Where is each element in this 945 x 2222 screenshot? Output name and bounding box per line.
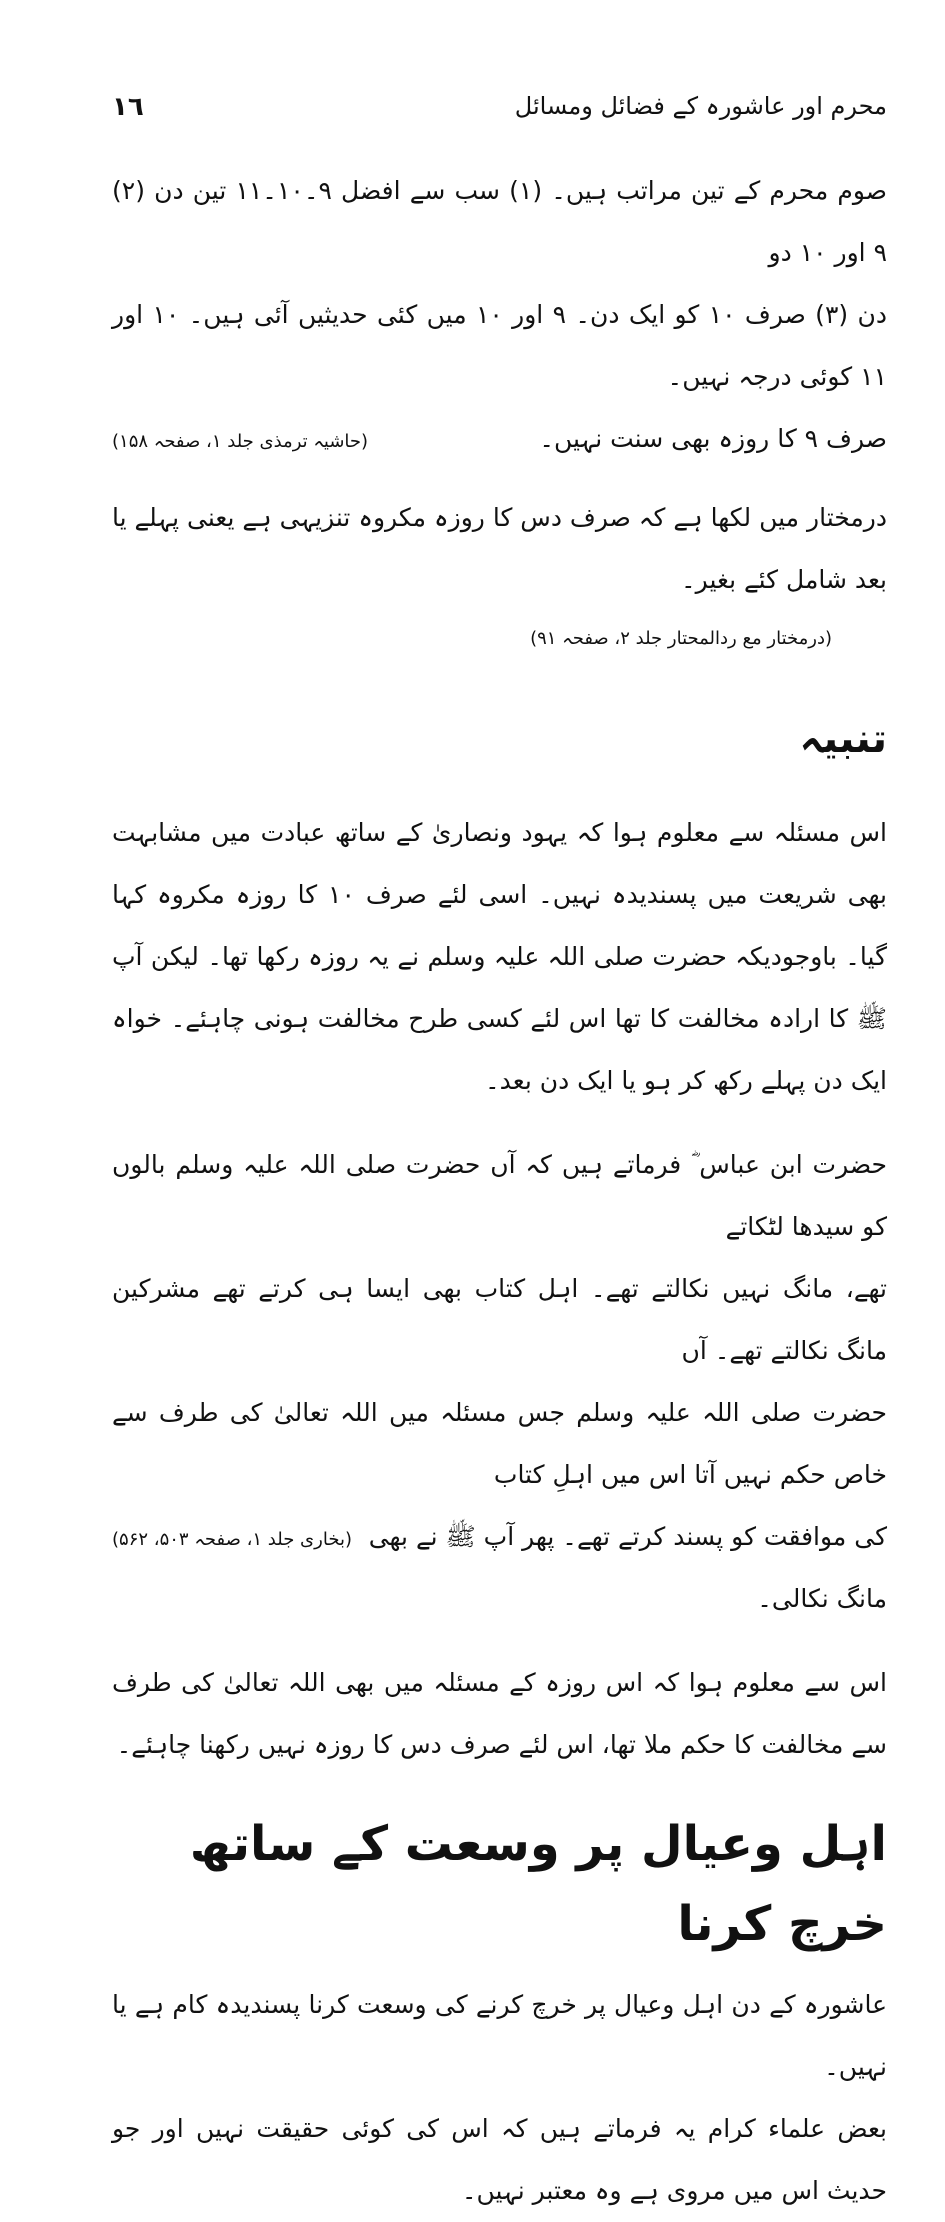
paragraph-fasting-ranks-line-1: صوم محرم کے تین مراتب ہیں۔ (۱) سب سے افضل ۹۔۱۰۔۱۱ تین دن (۲) ۹ اور ۱۰ دو <box>112 176 887 267</box>
paragraph-spending-question: عاشورہ کے دن اہل وعیال پر خرچ کرنے کی وسعت کرنا پسندیدہ کام ہے یا نہیں۔ <box>112 1990 887 2082</box>
paragraph-fasting-ranks-line-2: دن (۳) صرف ۱۰ کو ایک دن۔ ۹ اور ۱۰ میں کئی حدیثیں آئی ہیں۔ ۱۰ اور ۱۱ کوئی درجہ نہیں۔ <box>112 300 887 391</box>
reference-tirmidhi: (حاشیہ ترمذی جلد ۱، صفحہ ۱۵۸) <box>112 431 369 452</box>
page-body <box>112 160 887 2222</box>
paragraph-ibn-abbas-line-1: حضرت ابن عباس ؓ فرماتے ہیں کہ آں حضرت صلی اللہ علیہ وسلم بالوں کو سیدھا لٹکاتے <box>112 1150 887 1242</box>
paragraph-ibn-abbas-line-2: تھے، مانگ نہیں نکالتے تھے۔ اہل کتاب بھی ایسا ہی کرتے تھے مشرکین مانگ نکالتے تھے۔ آں <box>112 1274 887 1366</box>
heading-tanbeeh: تنبیہ <box>799 716 887 762</box>
page-header <box>112 92 887 132</box>
paragraph-text: کی موافقت کو پسند کرتے تھے۔ پھر آپ ﷺ نے بھی مانگ نکالی۔ <box>368 1522 887 1614</box>
paragraph-resemblance: اس مسئلہ سے معلوم ہوا کہ یہود ونصاریٰ کے ساتھ عبادت میں مشابہت بھی شریعت میں پسندیدہ نہیں۔ اسی لئے صرف ۱۰ کا روزہ مکروہ کہا گیا۔ باوجودیکہ حضرت صلی اللہ علیہ وسلم نے یہ روزہ رکھا تھا۔ لیکن آپ ﷺ کا ارادہ مخالفت کا تھا اس لئے کسی طرح مخالفت ہونی چاہئے۔ خواہ ایک دن پہلے رکھ کر ہو یا ایک دن بعد۔ <box>112 818 887 1096</box>
paragraph-fasting-ranks-last <box>112 408 887 473</box>
paragraph-conclusion: اس سے معلوم ہوا کہ اس روزہ کے مسئلہ میں بھی اللہ تعالیٰ کی طرف سے مخالفت کا حکم ملا تھا، اس لئے صرف دس کا روزہ نہیں رکھنا چاہئے۔ <box>112 1668 887 1760</box>
heading-spending-on-family: اہل وعیال پر وسعت کے ساتھ خرچ کرنا <box>189 1816 887 1953</box>
paragraph-durr-mukhtar: درمختار میں لکھا ہے کہ صرف دس کا روزہ مکروہ تنزیہی ہے یعنی پہلے یا بعد شامل کئے بغیر۔ <box>112 503 887 594</box>
paragraph-scholars-opinion: بعض علماء کرام یہ فرماتے ہیں کہ اس کی کوئی حقیقت نہیں اور جو حدیث اس میں مروی ہے وہ معتبر نہیں۔ <box>112 2114 887 2206</box>
reference-bukhari: (بخاری جلد ۱، صفحہ ۵۰۳، ۵۶۲) <box>112 1529 352 1551</box>
paragraph-text: صرف ۹ کا روزہ بھی سنت نہیں۔ <box>539 424 887 453</box>
running-title: محرم اور عاشورہ کے فضائل ومسائل <box>514 92 887 120</box>
paragraph-ibn-abbas-last <box>112 1506 887 1630</box>
page-number: ١٦ <box>112 92 144 122</box>
reference-durr-mukhtar: (درمختار مع ردالمحتار جلد ۲، صفحہ ۹۱) <box>530 628 832 649</box>
paragraph-ibn-abbas-line-3: حضرت صلی اللہ علیہ وسلم جس مسئلہ میں اللہ تعالیٰ کی طرف سے خاص حکم نہیں آتا اس میں اہلِ کتاب <box>112 1398 887 1490</box>
